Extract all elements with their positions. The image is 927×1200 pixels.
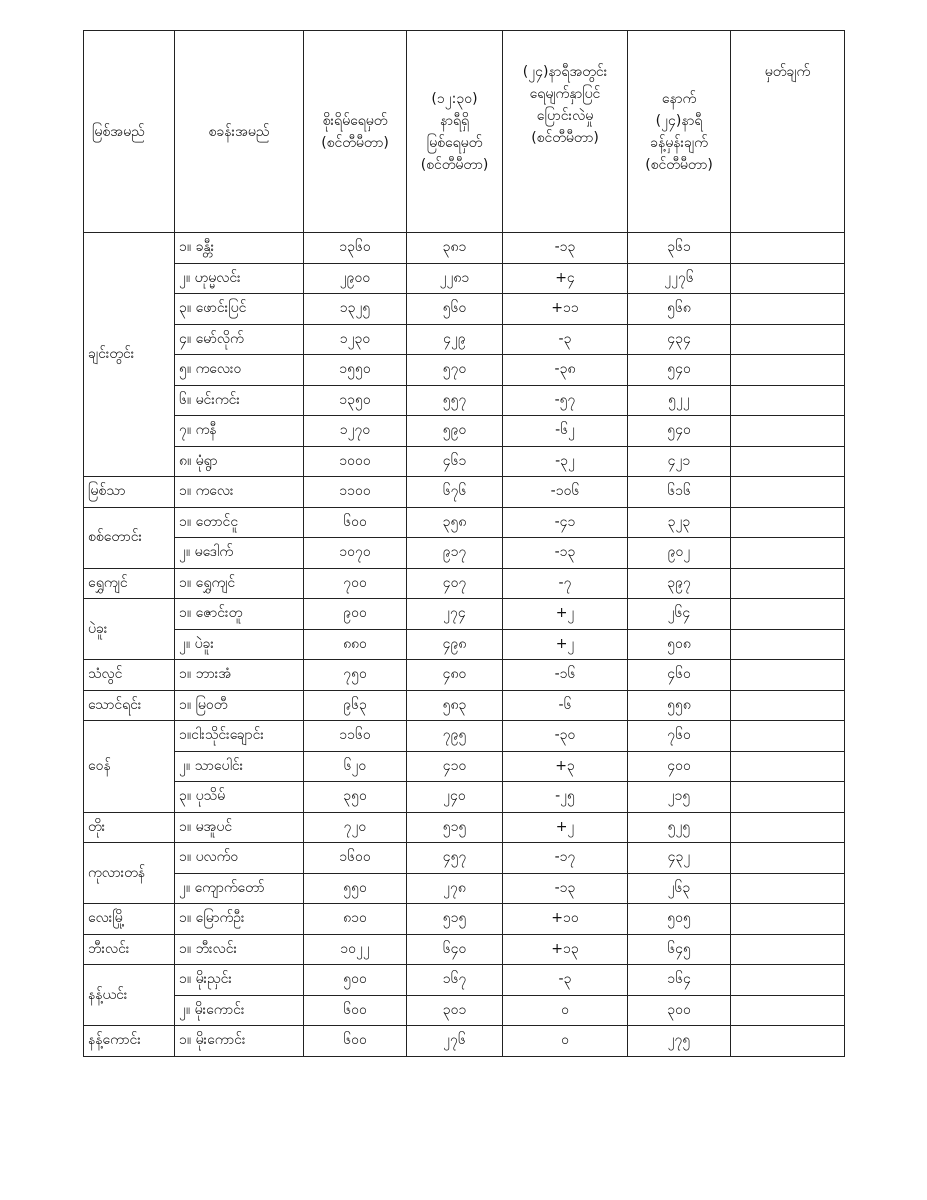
current-level-cell: ၇၉၅ xyxy=(407,721,503,752)
col-header-current-level: (၁၂:၃၀) နာရီရှိ မြစ်ရေမှတ် (စင်တီမီတာ) xyxy=(407,31,503,233)
forecast-cell: ၄၆၀ xyxy=(628,660,731,691)
station-name-cell: ၇။ ကနီ xyxy=(175,416,304,447)
river-name-cell: လေးမြို့ xyxy=(84,904,175,935)
table-row xyxy=(84,843,845,874)
change-cell: -၃ xyxy=(503,324,628,355)
river-name-cell: ဘီးလင်း xyxy=(84,934,175,965)
remarks-cell xyxy=(731,233,845,264)
change-cell: -၂၅ xyxy=(503,782,628,813)
danger-level-cell: ၇၀၀ xyxy=(304,568,407,599)
current-level-cell: ၃၀၁ xyxy=(407,995,503,1026)
current-level-cell: ၆၄၀ xyxy=(407,934,503,965)
change-cell: -၁၀၆ xyxy=(503,477,628,508)
forecast-cell: ၃၀၀ xyxy=(628,995,731,1026)
current-level-cell: ၅၈၃ xyxy=(407,690,503,721)
change-cell: -၆ xyxy=(503,690,628,721)
change-cell: -၇ xyxy=(503,568,628,599)
station-name-cell: ၁။ မြောက်ဦး xyxy=(175,904,304,935)
river-name-cell: ကုလားတန် xyxy=(84,843,175,904)
station-name-cell: ၁။ ကလေး xyxy=(175,477,304,508)
table-row xyxy=(84,385,845,416)
station-name-cell: ၁။ မိုးကောင်း xyxy=(175,1026,304,1057)
forecast-cell: ၄၂၁ xyxy=(628,446,731,477)
station-name-cell: ၁။ ပလက်ဝ xyxy=(175,843,304,874)
forecast-cell: ၂၁၅ xyxy=(628,782,731,813)
remarks-cell xyxy=(731,507,845,538)
river-name-cell: ချင်းတွင်း xyxy=(84,233,175,477)
danger-level-cell: ၁၂၇၀ xyxy=(304,416,407,447)
table-row xyxy=(84,934,845,965)
change-cell: -၄၁ xyxy=(503,507,628,538)
change-cell: +၁၁ xyxy=(503,294,628,325)
station-name-cell: ၅။ ကလေးဝ xyxy=(175,355,304,386)
station-name-cell: ၁။ ခန္တီး xyxy=(175,233,304,264)
current-level-cell: ၃၈၁ xyxy=(407,233,503,264)
danger-level-cell: ၆၀၀ xyxy=(304,1026,407,1057)
danger-level-cell: ၈၁၀ xyxy=(304,904,407,935)
danger-level-cell: ၁၀၂၂ xyxy=(304,934,407,965)
table-row xyxy=(84,660,845,691)
remarks-cell xyxy=(731,385,845,416)
current-level-cell: ၃၅၈ xyxy=(407,507,503,538)
change-cell: +၄ xyxy=(503,263,628,294)
table-row xyxy=(84,599,845,630)
danger-level-cell: ၁၂၃၀ xyxy=(304,324,407,355)
remarks-cell xyxy=(731,660,845,691)
table-body xyxy=(84,233,845,1057)
table-row xyxy=(84,324,845,355)
change-cell: -၃၂ xyxy=(503,446,628,477)
station-name-cell: ၁။ငါးသိုင်းချောင်း xyxy=(175,721,304,752)
station-name-cell: ၂။ မိုးကောင်း xyxy=(175,995,304,1026)
change-cell: ၀ xyxy=(503,995,628,1026)
remarks-cell xyxy=(731,355,845,386)
current-level-cell: ၄၆၁ xyxy=(407,446,503,477)
danger-level-cell: ၁၅၅၀ xyxy=(304,355,407,386)
remarks-cell xyxy=(731,1026,845,1057)
table-row xyxy=(84,904,845,935)
col-header-station: စခန်းအမည် xyxy=(175,31,304,233)
change-cell: ၀ xyxy=(503,1026,628,1057)
station-name-cell: ၁။ ဘားအံ xyxy=(175,660,304,691)
station-name-cell: ၁။ ရွှေကျင် xyxy=(175,568,304,599)
table-row xyxy=(84,507,845,538)
danger-level-cell: ၁၀၇၀ xyxy=(304,538,407,569)
remarks-cell xyxy=(731,599,845,630)
forecast-cell: ၅၆၈ xyxy=(628,294,731,325)
remarks-cell xyxy=(731,782,845,813)
river-name-cell: မြစ်သာ xyxy=(84,477,175,508)
table-row xyxy=(84,629,845,660)
current-level-cell: ၆၇၆ xyxy=(407,477,503,508)
danger-level-cell: ၉၆၃ xyxy=(304,690,407,721)
current-level-cell: ၄၈၀ xyxy=(407,660,503,691)
table-row xyxy=(84,995,845,1026)
forecast-cell: ၇၆၀ xyxy=(628,721,731,752)
current-level-cell: ၂၇၄ xyxy=(407,599,503,630)
change-cell: -၃၀ xyxy=(503,721,628,752)
river-name-cell: စစ်တောင်း xyxy=(84,507,175,568)
river-name-cell: ဝေန် xyxy=(84,721,175,813)
remarks-cell xyxy=(731,324,845,355)
table-row xyxy=(84,446,845,477)
forecast-cell: ၃၉၇ xyxy=(628,568,731,599)
current-level-cell: ၅၇၀ xyxy=(407,355,503,386)
table-row xyxy=(84,751,845,782)
forecast-cell: ၅၄၀ xyxy=(628,355,731,386)
remarks-cell xyxy=(731,263,845,294)
danger-level-cell: ၁၁၀၀ xyxy=(304,477,407,508)
change-cell: +၂ xyxy=(503,599,628,630)
table-row xyxy=(84,812,845,843)
forecast-cell: ၅၂၅ xyxy=(628,812,731,843)
danger-level-cell: ၅၅၀ xyxy=(304,873,407,904)
forecast-cell: ၅၂၂ xyxy=(628,385,731,416)
danger-level-cell: ၅၀၀ xyxy=(304,965,407,996)
current-level-cell: ၄၉၈ xyxy=(407,629,503,660)
change-cell: +၃ xyxy=(503,751,628,782)
station-name-cell: ၄။ မော်လိုက် xyxy=(175,324,304,355)
change-cell: -၁၃ xyxy=(503,873,628,904)
forecast-cell: ၅၅၈ xyxy=(628,690,731,721)
forecast-cell: ၃၂၃ xyxy=(628,507,731,538)
current-level-cell: ၅၅၇ xyxy=(407,385,503,416)
river-name-cell: ရွှေကျင် xyxy=(84,568,175,599)
river-name-cell: သောင်ရင်း xyxy=(84,690,175,721)
forecast-cell: ၃၆၁ xyxy=(628,233,731,264)
current-level-cell: ၉၁၇ xyxy=(407,538,503,569)
table-row xyxy=(84,690,845,721)
danger-level-cell: ၇၂၀ xyxy=(304,812,407,843)
remarks-cell xyxy=(731,416,845,447)
current-level-cell: ၂၂၈၁ xyxy=(407,263,503,294)
station-name-cell: ၂။ ဟုမ္မလင်း xyxy=(175,263,304,294)
table-row xyxy=(84,538,845,569)
change-cell: -၁၇ xyxy=(503,843,628,874)
change-cell: -၁၃ xyxy=(503,538,628,569)
change-cell: +၁၃ xyxy=(503,934,628,965)
change-cell: +၂ xyxy=(503,629,628,660)
water-level-table xyxy=(83,30,845,1057)
danger-level-cell: ၁၃၆၀ xyxy=(304,233,407,264)
change-cell: -၁၃ xyxy=(503,233,628,264)
river-name-cell: တိုး xyxy=(84,812,175,843)
forecast-cell: ၄၃၂ xyxy=(628,843,731,874)
danger-level-cell: ၆၀၀ xyxy=(304,995,407,1026)
current-level-cell: ၄၁၀ xyxy=(407,751,503,782)
station-name-cell: ၂။ သာပေါင်း xyxy=(175,751,304,782)
table-row xyxy=(84,416,845,447)
danger-level-cell: ၇၅၀ xyxy=(304,660,407,691)
forecast-cell: ၄၃၄ xyxy=(628,324,731,355)
current-level-cell: ၂၇၈ xyxy=(407,873,503,904)
remarks-cell xyxy=(731,873,845,904)
remarks-cell xyxy=(731,721,845,752)
danger-level-cell: ၁၁၆၀ xyxy=(304,721,407,752)
river-name-cell: သံလွင် xyxy=(84,660,175,691)
table-row xyxy=(84,873,845,904)
forecast-cell: ၆၄၅ xyxy=(628,934,731,965)
table-row xyxy=(84,568,845,599)
station-name-cell: ၃။ ဖောင်းပြင် xyxy=(175,294,304,325)
table-row xyxy=(84,721,845,752)
station-name-cell: ၁။ မအူပင် xyxy=(175,812,304,843)
forecast-cell: ၆၁၆ xyxy=(628,477,731,508)
change-cell: -၆၂ xyxy=(503,416,628,447)
change-cell: -၁၆ xyxy=(503,660,628,691)
table-row xyxy=(84,1026,845,1057)
change-cell: -၃၈ xyxy=(503,355,628,386)
current-level-cell: ၁၆၇ xyxy=(407,965,503,996)
table-row xyxy=(84,294,845,325)
forecast-cell: ၅၀၅ xyxy=(628,904,731,935)
danger-level-cell: ၃၅၀ xyxy=(304,782,407,813)
remarks-cell xyxy=(731,995,845,1026)
table-row xyxy=(84,233,845,264)
danger-level-cell: ၈၈၀ xyxy=(304,629,407,660)
forecast-cell: ၂၂၇၆ xyxy=(628,263,731,294)
forecast-cell: ၁၆၄ xyxy=(628,965,731,996)
change-cell: +၂ xyxy=(503,812,628,843)
forecast-cell: ၅၄၀ xyxy=(628,416,731,447)
forecast-cell: ၅၀၈ xyxy=(628,629,731,660)
table-row xyxy=(84,263,845,294)
current-level-cell: ၄၅၇ xyxy=(407,843,503,874)
station-name-cell: ၂။ ကျောက်တော် xyxy=(175,873,304,904)
col-header-24h-change: (၂၄)နာရီအတွင်း ရေမျက်နှာပြင် ပြောင်းလဲမှု (စင်တီမီတာ) xyxy=(503,31,628,233)
remarks-cell xyxy=(731,294,845,325)
current-level-cell: ၄၂၉ xyxy=(407,324,503,355)
remarks-cell xyxy=(731,843,845,874)
forecast-cell: ၂၆၃ xyxy=(628,873,731,904)
station-name-cell: ၂။ မဒေါက် xyxy=(175,538,304,569)
danger-level-cell: ၆၀၀ xyxy=(304,507,407,538)
remarks-cell xyxy=(731,812,845,843)
river-name-cell: နန့်ကောင်း xyxy=(84,1026,175,1057)
danger-level-cell: ၁၃၂၅ xyxy=(304,294,407,325)
col-header-danger-level: စိုးရိမ်ရေမှတ် (စင်တီမီတာ) xyxy=(304,31,407,233)
danger-level-cell: ၆၂၀ xyxy=(304,751,407,782)
remarks-cell xyxy=(731,568,845,599)
col-header-remarks: မှတ်ချက် xyxy=(731,31,845,233)
station-name-cell: ၁။ တောင်ငူ xyxy=(175,507,304,538)
station-name-cell: ၁။ ဇောင်းတူ xyxy=(175,599,304,630)
remarks-cell xyxy=(731,477,845,508)
remarks-cell xyxy=(731,690,845,721)
col-header-forecast: နောက် (၂၄)နာရီ ခန့်မှန်းချက် (စင်တီမီတာ) xyxy=(628,31,731,233)
current-level-cell: ၄၀၇ xyxy=(407,568,503,599)
col-header-river: မြစ်အမည် xyxy=(84,31,175,233)
header-row xyxy=(84,31,845,233)
danger-level-cell: ၁၀၀၀ xyxy=(304,446,407,477)
change-cell: -၅၇ xyxy=(503,385,628,416)
forecast-cell: ၉၀၂ xyxy=(628,538,731,569)
station-name-cell: ၈။ မုံရွာ xyxy=(175,446,304,477)
remarks-cell xyxy=(731,904,845,935)
station-name-cell: ၁။ မြဝတီ xyxy=(175,690,304,721)
danger-level-cell: ၁၆၀၀ xyxy=(304,843,407,874)
station-name-cell: ၁။ မိုးညှင်း xyxy=(175,965,304,996)
danger-level-cell: ၉၀၀ xyxy=(304,599,407,630)
remarks-cell xyxy=(731,965,845,996)
change-cell: +၁၀ xyxy=(503,904,628,935)
station-name-cell: ၁။ ဘီးလင်း xyxy=(175,934,304,965)
change-cell: -၃ xyxy=(503,965,628,996)
current-level-cell: ၂၄၀ xyxy=(407,782,503,813)
remarks-cell xyxy=(731,629,845,660)
remarks-cell xyxy=(731,446,845,477)
table-row xyxy=(84,965,845,996)
table-row xyxy=(84,355,845,386)
station-name-cell: ၂။ ပဲခူး xyxy=(175,629,304,660)
remarks-cell xyxy=(731,751,845,782)
table-row xyxy=(84,782,845,813)
danger-level-cell: ၂၉၀၀ xyxy=(304,263,407,294)
table-row xyxy=(84,477,845,508)
remarks-cell xyxy=(731,538,845,569)
river-name-cell: ပဲခူး xyxy=(84,599,175,660)
current-level-cell: ၅၆၀ xyxy=(407,294,503,325)
forecast-cell: ၂၇၅ xyxy=(628,1026,731,1057)
remarks-cell xyxy=(731,934,845,965)
current-level-cell: ၅၉၀ xyxy=(407,416,503,447)
forecast-cell: ၄၀၀ xyxy=(628,751,731,782)
station-name-cell: ၃။ ပုသိမ် xyxy=(175,782,304,813)
current-level-cell: ၂၇၆ xyxy=(407,1026,503,1057)
river-name-cell: နန့်ယင်း xyxy=(84,965,175,1026)
current-level-cell: ၅၁၅ xyxy=(407,812,503,843)
current-level-cell: ၅၁၅ xyxy=(407,904,503,935)
forecast-cell: ၂၆၄ xyxy=(628,599,731,630)
danger-level-cell: ၁၃၅၀ xyxy=(304,385,407,416)
station-name-cell: ၆။ မင်းကင်း xyxy=(175,385,304,416)
